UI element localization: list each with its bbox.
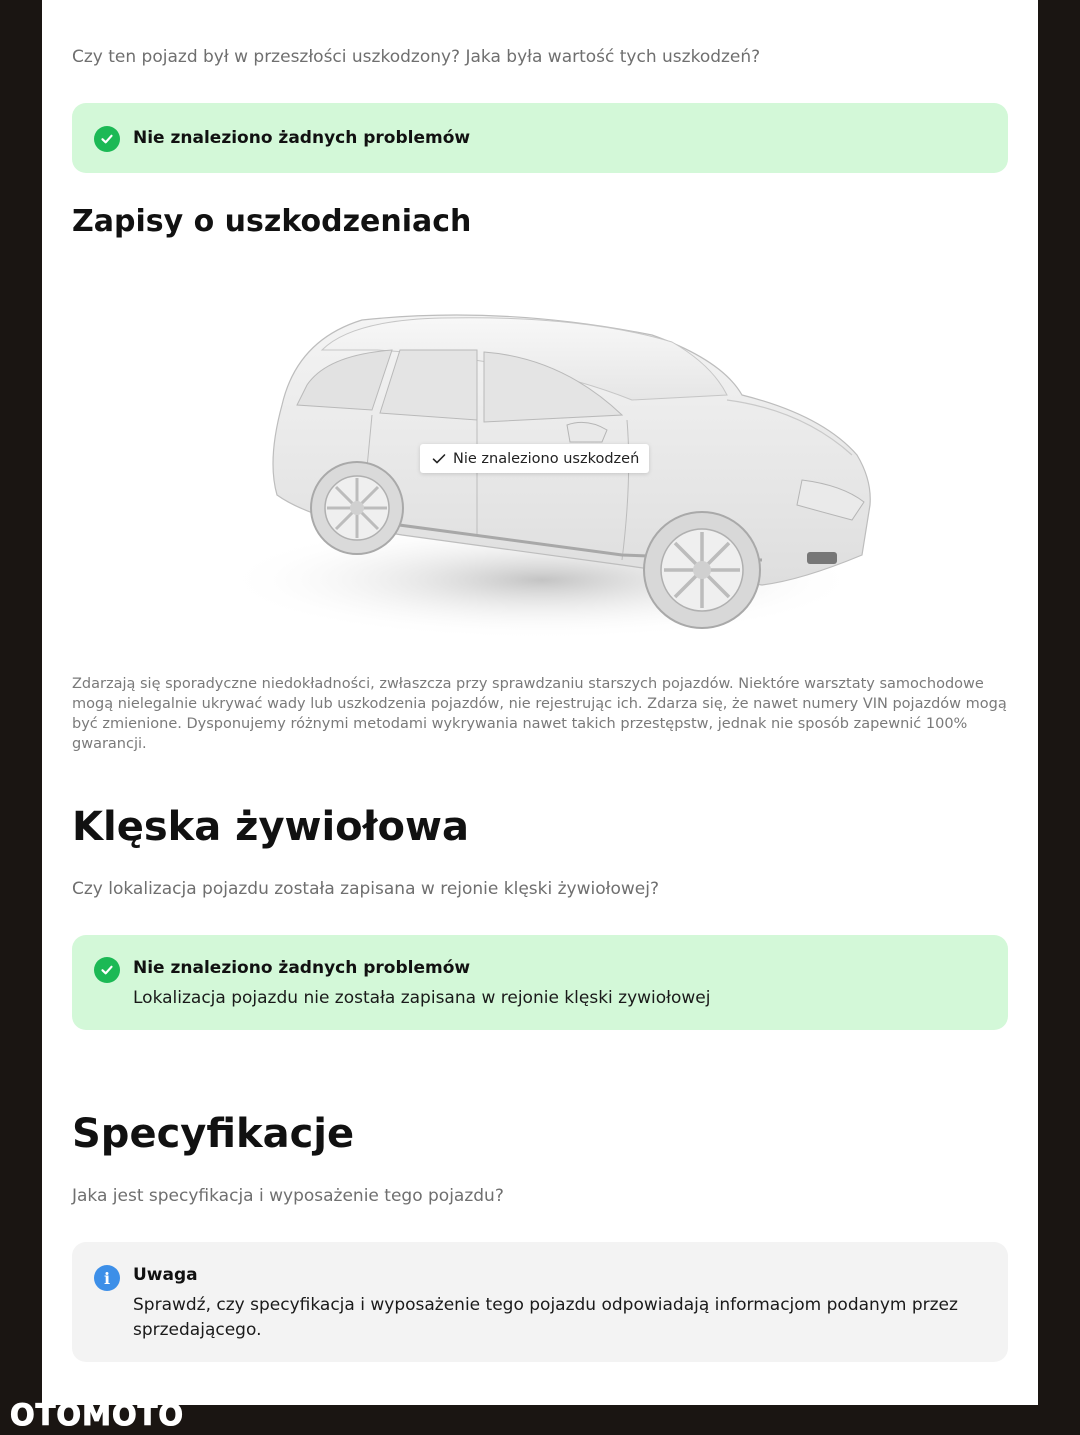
otomoto-logo: OTOMOTO: [10, 1398, 185, 1432]
damage-records-heading: Zapisy o uszkodzeniach: [72, 204, 472, 239]
damage-disclaimer: Zdarzają się sporadyczne niedokładności, zwłaszcza przy sprawdzaniu starszych pojazdów. Niektóre warsztaty samochodowe mogą nielegalnie ukrywać wady lub uszkodzenia pojazdów, nie rejestrując ich. Zdarza się, że nawet numery VIN pojazdów mogą być zmienione. Dysponujemy różnymi metodami wykrywania nawet takich przestępstw, jednak nie sposób zapewnić 100% gwarancji.: [72, 676, 1007, 752]
report-page: [42, 0, 1038, 1405]
natural-disaster-status-title: Nie znaleziono żadnych problemów: [133, 958, 471, 978]
no-damage-badge-label: Nie znaleziono uszkodzeń: [453, 450, 640, 467]
check-circle-icon: [94, 957, 120, 983]
info-icon: i: [94, 1265, 120, 1291]
damage-question: Czy ten pojazd był w przeszłości uszkodzony? Jaka była wartość tych uszkodzeń?: [72, 47, 761, 67]
fog-light: [807, 552, 837, 564]
check-circle-icon: [94, 126, 120, 152]
natural-disaster-status-text: Lokalizacja pojazdu nie została zapisana w rejonie klęski zywiołowej: [133, 988, 711, 1008]
note-title: Uwaga: [133, 1265, 198, 1285]
natural-disaster-heading: Klęska żywiołowa: [72, 804, 469, 850]
specifications-note-box: [72, 1242, 1008, 1362]
check-icon: [432, 453, 446, 465]
damage-status-box: [72, 103, 1008, 173]
natural-disaster-status-box: [72, 935, 1008, 1030]
specifications-heading: Specyfikacje: [72, 1111, 355, 1157]
no-damage-badge: [420, 444, 649, 473]
specifications-question: Jaka jest specyfikacja i wyposażenie tego pojazdu?: [72, 1186, 504, 1206]
damage-status-title: Nie znaleziono żadnych problemów: [133, 128, 471, 148]
note-text: Sprawdź, czy specyfikacja i wyposażenie tego pojazdu odpowiadają informacjom podanym przez sprzedającego.: [133, 1295, 958, 1340]
natural-disaster-question: Czy lokalizacja pojazdu została zapisana w rejonie klęski żywiołowej?: [72, 879, 659, 899]
